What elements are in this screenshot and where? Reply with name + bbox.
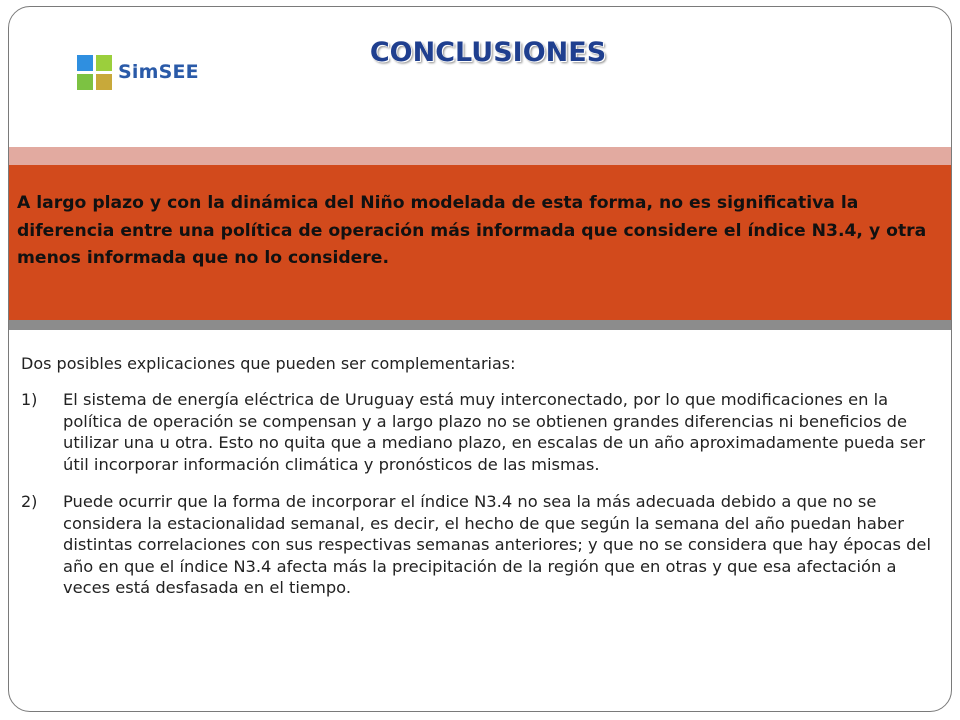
list-item (21, 389, 941, 475)
slide (8, 6, 952, 712)
logo-text: SimSEE (118, 61, 199, 83)
list-item-number: 1) (21, 390, 38, 409)
slide-body (21, 353, 941, 615)
list-item-text: El sistema de energía eléctrica de Uruguay está muy interconectado, por lo que modificaciones en la política de operación se compensan y a largo plazo no se obtienen grandes diferencias ni beneficios de utilizar una u otra. Esto no quita que a mediano plazo, en escalas de un año aproximadamente pueda ser útil incorporar información climática y pronósticos de las mismas. (63, 390, 926, 474)
list-item-number: 2) (21, 492, 38, 511)
intro-text: Dos posibles explicaciones que pueden ser complementarias: (21, 354, 516, 373)
list-item (21, 491, 941, 599)
band-bottom-stripe (9, 320, 952, 330)
logo-square-gold (96, 74, 112, 90)
list-item-text: Puede ocurrir que la forma de incorporar el índice N3.4 no sea la más adecuada debido a que no se considera la estacionalidad semanal, es decir, el hecho de que según la semana del año puedan haber distintas correlaciones con sus respectivas semanas anteriores; y que no se considera que hay épocas del año en que el índice N3.4 afecta más la precipitación de la región que en otras y que esa afectación a veces está desfasada en el tiempo. (63, 492, 931, 597)
logo-square-green (77, 74, 93, 90)
band-top-stripe (9, 147, 952, 165)
highlight-text: A largo plazo y con la dinámica del Niño modelada de esta forma, no es significativa la diferencia entre una política de operación más informada que considere el índice N3.4, y otra menos informada que no lo considere. (17, 193, 927, 268)
slide-title: CONCLUSIONES (369, 37, 607, 68)
